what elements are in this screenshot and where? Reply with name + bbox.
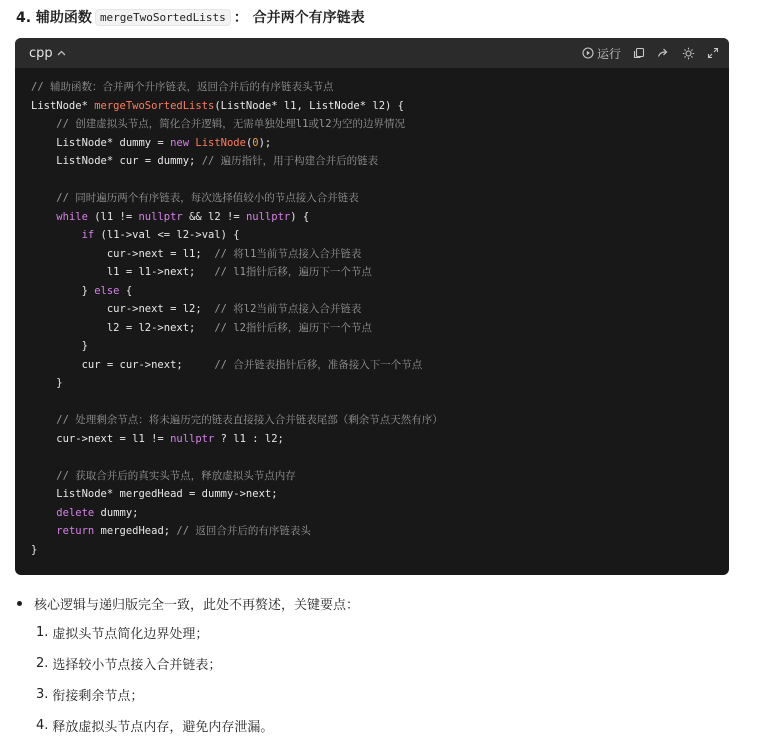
code-token [31,211,56,223]
code-token: // 将l2当前节点接入合并链表 [214,303,362,315]
code-token: // 返回合并后的有序链表头 [176,525,311,537]
code-token: // 处理剩余节点：将未遍历完的链表直接接入合并链表尾部（剩余节点天然有序） [56,414,443,426]
list-item [15,622,745,642]
code-token [31,118,56,130]
code-token: } [31,340,88,352]
code-line [31,393,729,412]
code-line [31,226,729,245]
code-line [31,115,729,134]
chevron-up-icon [57,48,66,59]
run-button[interactable] [582,45,621,62]
list-item-number: 2. [36,655,49,671]
code-line [31,430,729,449]
code-token: cur = cur->next; [31,358,215,371]
code-line [31,448,729,467]
code-token: ListNode* dummy = [31,136,171,149]
code-line [31,171,729,190]
code-block-header [15,38,729,68]
code-line [31,541,729,560]
code-line [31,485,729,504]
code-line [31,319,729,338]
code-token: } [31,284,95,297]
code-line [31,134,729,153]
code-token: l1 = l1->next; [31,266,215,278]
code-token: (l1->val <= l2->val) { [94,229,240,241]
code-token: mergeTwoSortedLists [94,99,215,112]
play-icon [582,47,594,59]
list-item-text: 衔接剩余节点； [52,688,144,704]
code-token: ( [245,136,253,149]
code-token: { [119,284,133,297]
code-token: new [170,136,196,149]
code-line [31,504,729,523]
code-token: // 同时遍历两个有序链表，每次选择值较小的节点接入合并链表 [56,192,359,204]
heading-number: 4. 辅助函数 [16,10,92,26]
code-token [31,470,56,482]
code-token: ListNode* mergedHead = dummy->next; [31,488,278,500]
code-line [31,152,729,171]
code-line [31,300,729,319]
code-token [31,229,82,241]
bullet-section [15,592,745,746]
code-token: mergedHead; [94,525,177,537]
code-token: ) { [290,210,310,223]
code-line [31,263,729,282]
code-line [31,97,729,116]
code-line [31,245,729,264]
code-token: return [56,525,95,537]
code-toolbar [582,45,719,62]
list-item-text: 选择较小节点接入合并链表； [52,657,222,673]
list-item-number: 4. [36,717,49,733]
bullet-text: 核心逻辑与递归版完全一致，此处不再赘述，关键要点： [34,597,360,613]
code-token: cur->next = l2; [31,303,215,315]
code-token: cur->next = l1; [31,247,215,260]
code-line [31,337,729,356]
code-line [31,356,729,375]
code-token [31,192,56,204]
code-token: // 遍历指针，用于构建合并后的链表 [201,155,379,167]
language-label: cpp [29,45,53,61]
code-token: // l2指针后移，遍历下一个节点 [214,321,372,334]
ordered-list [15,622,745,735]
code-token: // 合并链表指针后移，准备接入下一个节点 [214,358,423,371]
code-token: ListNode* [31,99,95,112]
code-body[interactable] [15,68,729,559]
code-token: // 将l1当前节点接入合并链表 [214,247,362,260]
list-item-number: 3. [36,686,49,702]
code-token: (ListNode* l1, ListNode* l2) { [214,99,404,112]
code-token: while [56,210,88,223]
code-token: 0 [252,136,259,149]
bullet-dot [17,601,22,606]
heading-function-name: mergeTwoSortedLists [95,9,231,26]
code-token: dummy; [94,506,139,519]
code-token: // l1指针后移，遍历下一个节点 [214,266,372,278]
code-line [31,282,729,301]
code-line [31,208,729,227]
code-token: ? l1 : l2; [214,432,284,445]
code-line [31,78,729,97]
run-label: 运行 [596,46,621,61]
copy-icon[interactable] [633,47,645,59]
code-token [31,507,56,519]
list-item-text: 释放虚拟头节点内存，避免内存泄漏。 [52,719,274,735]
code-token: } [31,377,63,389]
code-token: } [31,543,38,556]
code-line [31,189,729,208]
list-item [15,715,745,735]
code-token: // 辅助函数：合并两个升序链表，返回合并后的有序链表头节点 [31,81,334,93]
code-token: // 获取合并后的真实头节点，释放虚拟头节点内存 [56,469,296,482]
bullet-item [15,592,745,614]
code-token: nullptr [245,210,291,223]
heading-suffix: ： 合并两个有序链表 [233,10,365,26]
code-token: ); [258,136,272,149]
code-token: && l2 != [182,210,246,223]
code-line [31,467,729,486]
code-token: ListNode* cur = dummy; [31,155,202,167]
code-token: nullptr [170,432,215,445]
code-line [31,411,729,430]
code-token: nullptr [138,210,183,223]
code-token: if [81,229,95,241]
code-token: else [94,284,120,297]
code-line [31,374,729,393]
list-item [15,684,745,704]
code-token [31,414,56,426]
code-token: l2 = l2->next; [31,321,215,334]
code-token: ListNode [195,136,246,149]
code-token: cur->next = l1 != [31,432,171,445]
section-heading [16,6,365,28]
share-icon[interactable] [657,47,670,59]
theme-icon[interactable] [682,47,695,60]
list-item [15,653,745,673]
list-item-number: 1. [36,624,49,640]
code-token: // 创建虚拟头节点，简化合并逻辑，无需单独处理l1或l2为空的边界情况 [56,118,406,130]
language-selector[interactable] [29,46,66,61]
list-item-text: 虚拟头节点简化边界处理； [52,626,209,642]
code-token [31,525,56,537]
code-token: delete [56,506,95,519]
code-block [15,38,729,575]
code-token: (l1 != [87,210,139,223]
code-line [31,522,729,541]
expand-icon[interactable] [707,47,719,59]
